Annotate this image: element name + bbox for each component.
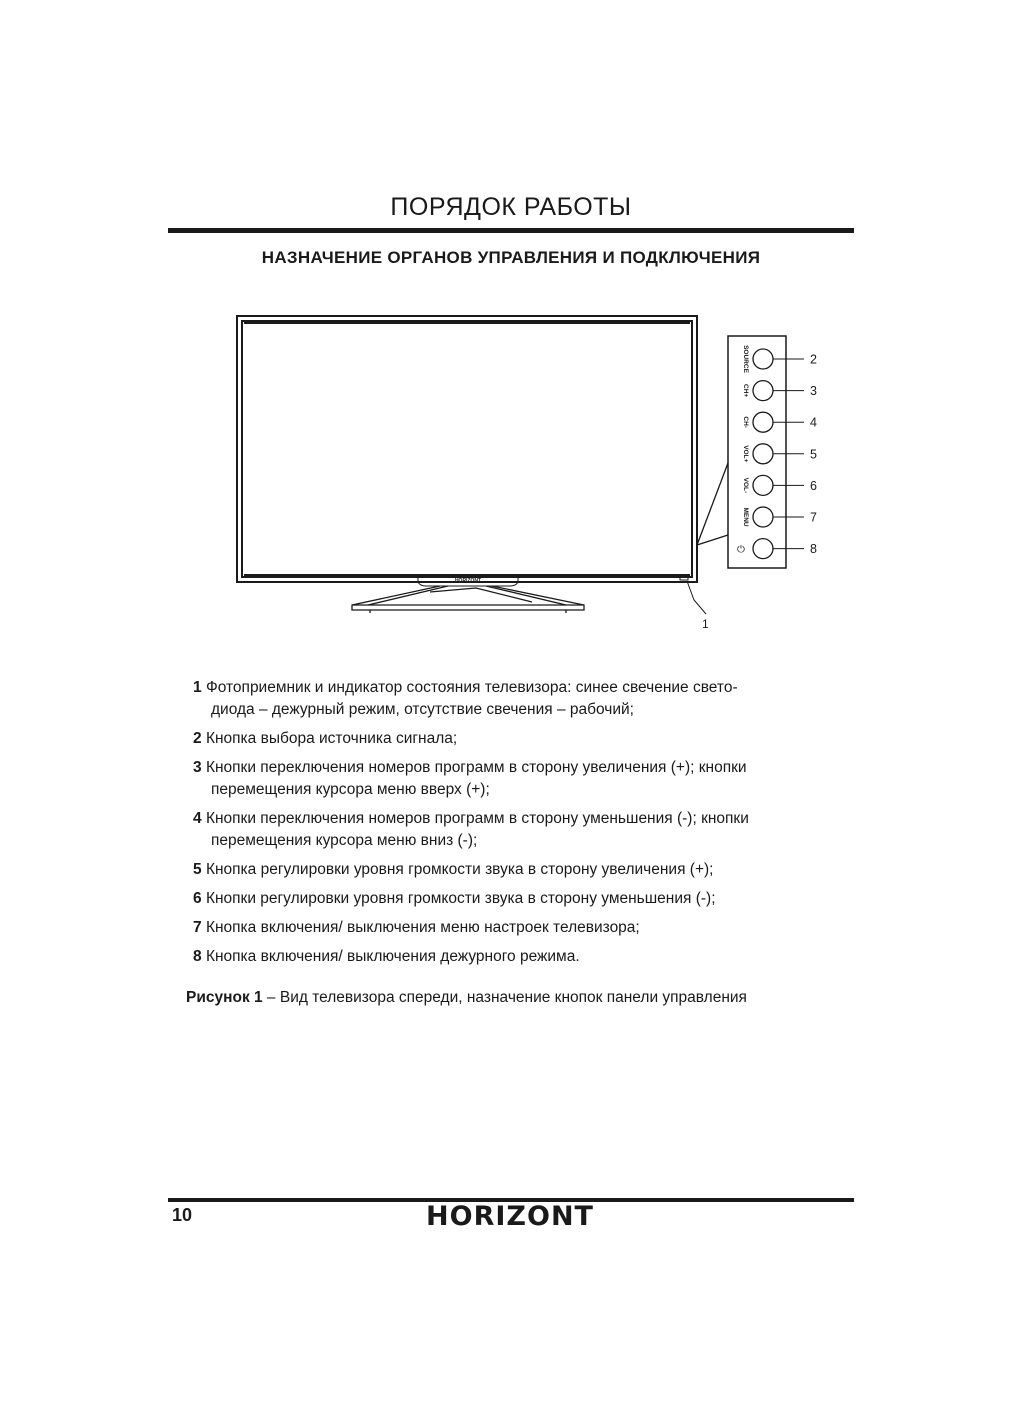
- legend-item-7: 7 Кнопка включения/ выключения меню настроек телевизора;: [193, 919, 640, 936]
- figure-caption: Рисунок 1 – Вид телевизора спереди, назначение кнопок панели управления: [186, 989, 747, 1006]
- panel-button-4: [753, 412, 773, 432]
- tv-bezel: [237, 316, 697, 582]
- panel-button-2: [753, 349, 773, 369]
- legend-item-3: 3 Кнопки переключения номеров программ в сторону увеличения (+); кнопки перемещения курсора меню вверх (+);: [193, 759, 747, 798]
- page-title: ПОРЯДОК РАБОТЫ: [390, 193, 632, 221]
- legend-item-8: 8 Кнопка включения/ выключения дежурного режима.: [193, 948, 580, 965]
- legend-item-6: 6 Кнопки регулировки уровня громкости звука в сторону уменьшения (-);: [193, 890, 716, 907]
- brand-logo: HORIZONT: [426, 1201, 594, 1232]
- callout-6: 6: [810, 478, 817, 493]
- callout-2: 2: [810, 352, 817, 367]
- callout-7: 7: [810, 510, 817, 525]
- panel-button-label-7: MENU: [742, 507, 749, 527]
- panel-button-5: [753, 444, 773, 464]
- control-panel: [728, 336, 786, 568]
- panel-button-label-4: CH-: [742, 416, 749, 428]
- panel-button-label-5: VOL+: [742, 445, 749, 463]
- legend-list: [193, 677, 853, 975]
- panel-button-6: [753, 475, 773, 495]
- panel-button-8: [753, 539, 773, 559]
- ir-sensor: [680, 577, 688, 580]
- panel-button-label-2: SOURCE: [742, 345, 749, 373]
- panel-button-label-6: VOL-: [742, 477, 749, 494]
- callout-1: 1: [702, 617, 709, 631]
- callout-4: 4: [810, 415, 817, 430]
- callout-8: 8: [810, 542, 817, 557]
- panel-button-7: [753, 507, 773, 527]
- tv-brand-label: HORIZONT: [454, 578, 482, 584]
- legend-item-2: 2 Кнопка выбора источника сигнала;: [193, 730, 458, 747]
- section-subtitle: НАЗНАЧЕНИЕ ОРГАНОВ УПРАВЛЕНИЯ И ПОДКЛЮЧЕНИЯ: [261, 248, 761, 267]
- legend-item-1: 1 Фотоприемник и индикатор состояния телевизора: синее свечение свето- диода – дежурный режим, отсутствие свечения – рабочий;: [193, 679, 738, 718]
- panel-button-3: [753, 381, 773, 401]
- callout-5: 5: [810, 447, 817, 462]
- panel-button-label-8: ⏻: [737, 544, 745, 556]
- page-number: 10: [172, 1205, 193, 1225]
- tv-screen: [242, 321, 692, 577]
- panel-button-label-3: CH+: [742, 384, 749, 398]
- legend-item-4: 4 Кнопки переключения номеров программ в сторону уменьшения (-); кнопки перемещения курсора меню вниз (-);: [193, 810, 749, 849]
- tv-front-view-figure: [0, 0, 1022, 660]
- legend-item-5: 5 Кнопка регулировки уровня громкости звука в сторону увеличения (+);: [193, 861, 714, 878]
- tv-stand: [352, 586, 584, 613]
- callout-3: 3: [810, 384, 817, 399]
